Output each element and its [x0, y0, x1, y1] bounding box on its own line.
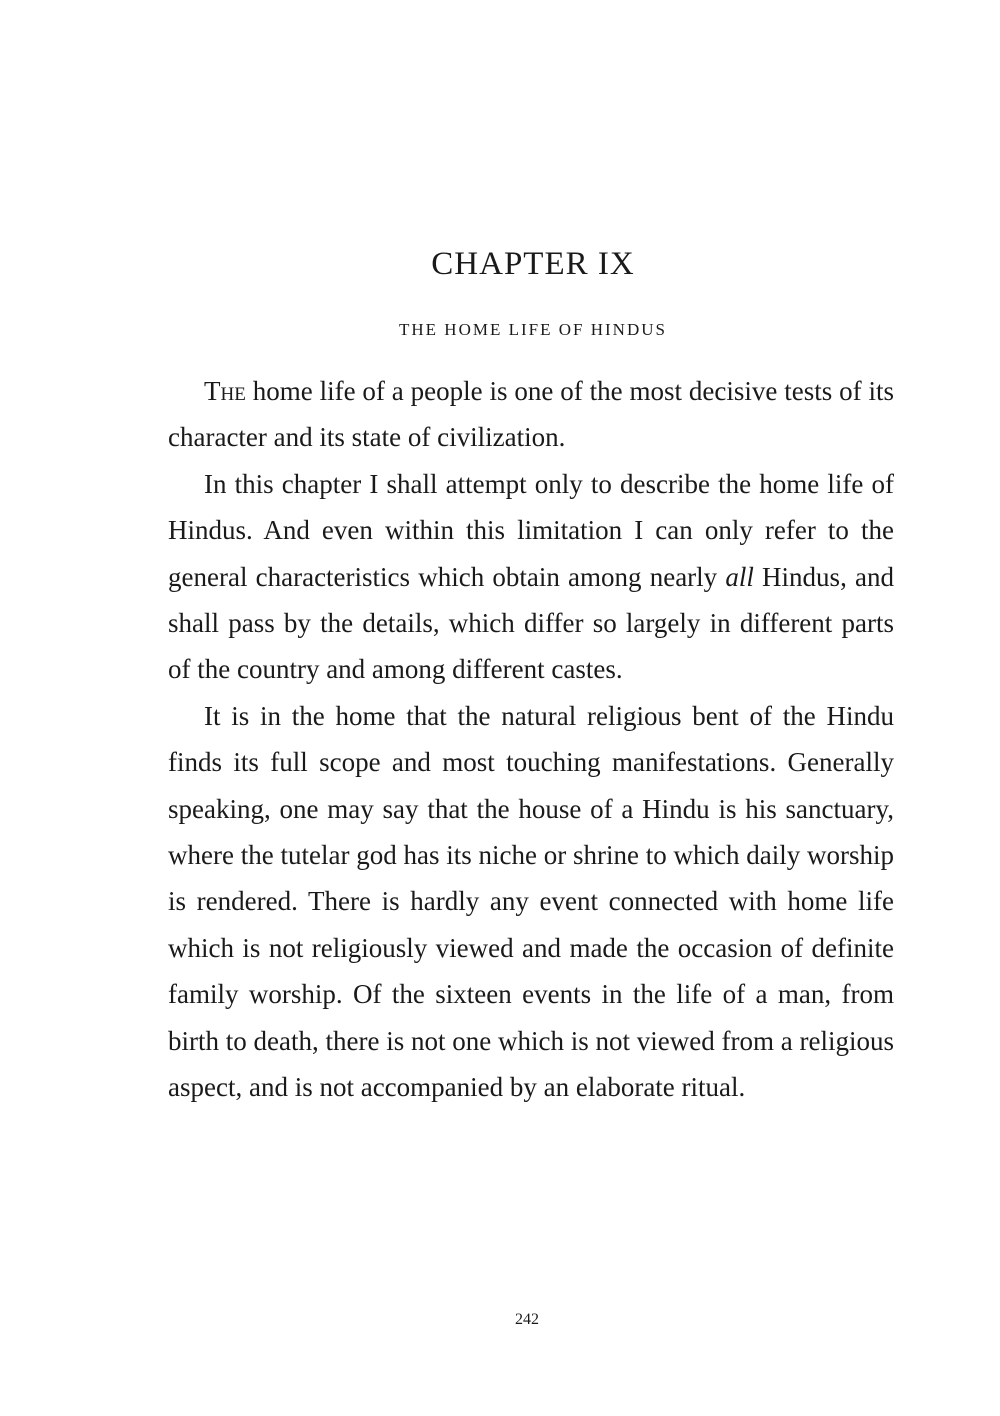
body-text: [168, 368, 894, 1111]
paragraph-text: Hindus, and shall pass by the details, which differ so largely in different parts of the country and among different castes.: [168, 561, 894, 685]
lead-word: The: [204, 376, 246, 406]
chapter-subtitle: THE HOME LIFE OF HINDUS: [399, 320, 667, 339]
paragraph-2: [168, 461, 894, 693]
paragraph-text: It is in the home that the natural religious bent of the Hindu finds its full scope and most touching manifestations. Generally speaking, one may say that the house of a Hindu is his sanctuary, where the tutelar god has its niche or shrine to which daily worship is rendered. There is hardly any event connected with home life which is not religiously viewed and made the occasion of definite family worship. Of the sixteen events in the life of a man, from birth to death, there is not one which is not viewed from a religious aspect, and is not accompanied by an elaborate ritual.: [168, 700, 894, 1103]
paragraph-1: [168, 368, 894, 461]
paragraph-3: [168, 693, 894, 1111]
page-number: 242: [515, 1311, 539, 1328]
paragraph-text: In this chapter I shall attempt only to describe the home life of Hindus. And even within this limitation I can only refer to the general characteristics which obtain among nearly: [168, 468, 894, 592]
chapter-title: CHAPTER IX: [431, 246, 635, 282]
emphasis-text: all: [725, 561, 754, 592]
paragraph-text: home life of a people is one of the most decisive tests of its character and its state of civilization.: [168, 376, 894, 453]
